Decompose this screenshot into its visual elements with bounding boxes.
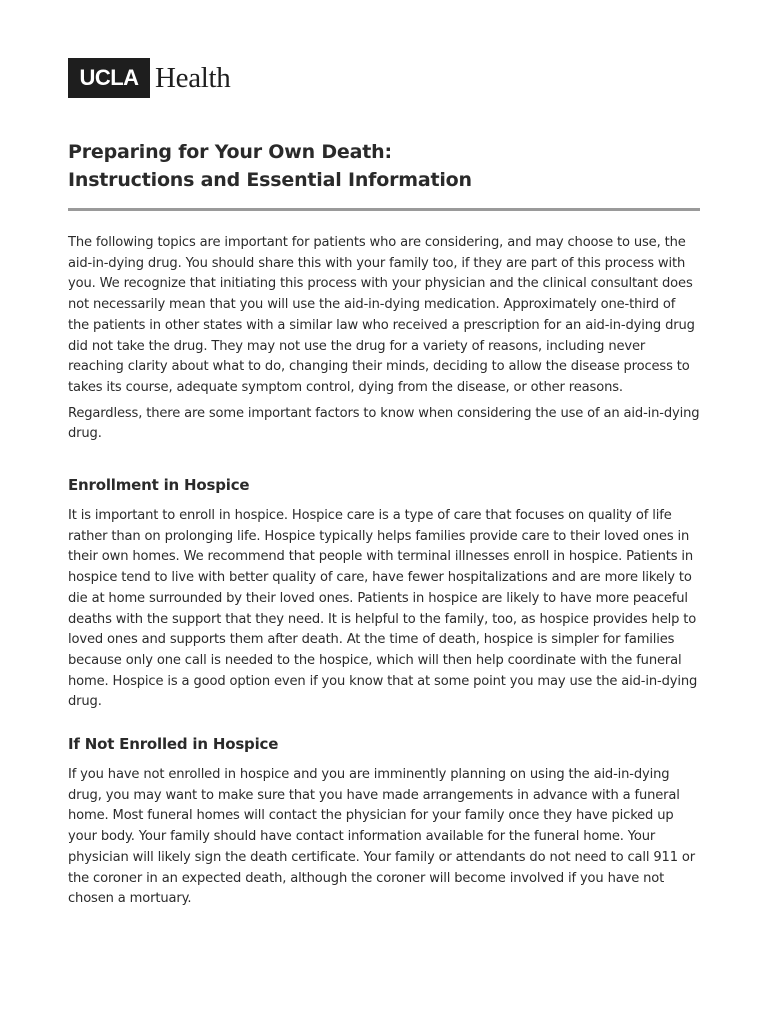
- page-title: [68, 138, 700, 194]
- logo-ucla-box: UCLA: [68, 58, 150, 98]
- section-heading-not-enrolled: If Not Enrolled in Hospice: [68, 735, 279, 754]
- regardless-paragraph: Regardless, there are some important factors to know when considering the use of an aid-in-dying drug.: [68, 405, 700, 442]
- ucla-health-logo: [68, 58, 700, 98]
- document-page: [68, 58, 700, 910]
- page-title-line-1: Preparing for Your Own Death:: [68, 141, 392, 163]
- logo-health-word: Health: [155, 62, 231, 94]
- page-title-line-2: Instructions and Essential Information: [68, 169, 472, 191]
- title-divider: [68, 208, 700, 211]
- section-body-not-enrolled: If you have not enrolled in hospice and you are imminently planning on using the aid-in-dying drug, you may want to make sure that you have made arrangements in advance with a funeral home. Most funeral homes will contact the physician for your family once they have picked up your body. Your family should have contact information available for the funeral home. Your physician will likely sign the death certificate. Your family or attendants do not need to call 911 or the coroner in an expected death, although the coroner will become involved if you have not chosen a mortuary.: [68, 767, 696, 907]
- section-body-enrollment: It is important to enroll in hospice. Hospice care is a type of care that focuses on quality of life rather than on prolonging life. Hospice typically helps families provide care to their loved ones in their own homes. We recommend that people with terminal illnesses enroll in hospice. Patients in hospice tend to live with better quality of care, have fewer hospitalizations and are more likely to die at home surrounded by their loved ones. Patients in hospice are likely to have more peaceful deaths with the support that they need. It is helpful to the family, too, as hospice provides help to loved ones and supports them after death. At the time of death, hospice is simpler for families because only one call is needed to the hospice, which will then help coordinate with the funeral home. Hospice is a good option even if you know that at some point you may use the aid-in-dying drug.: [68, 508, 698, 710]
- intro-paragraph: The following topics are important for patients who are considering, and may choose to use, the aid-in-dying drug. You should share this with your family too, if they are part of this process with you. We recognize that initiating this process with your physician and the clinical consultant does not necessarily mean that you will use the aid-in-dying medication. Approximately one-third of the patients in other states with a similar law who received a prescription for an aid-in-dying drug did not take the drug. They may not use the drug for a variety of reasons, including never reaching clarity about what to do, changing their minds, deciding to allow the disease process to takes its course, adequate symptom control, dying from the disease, or other reasons.: [68, 235, 695, 395]
- section-heading-enrollment: Enrollment in Hospice: [68, 476, 250, 495]
